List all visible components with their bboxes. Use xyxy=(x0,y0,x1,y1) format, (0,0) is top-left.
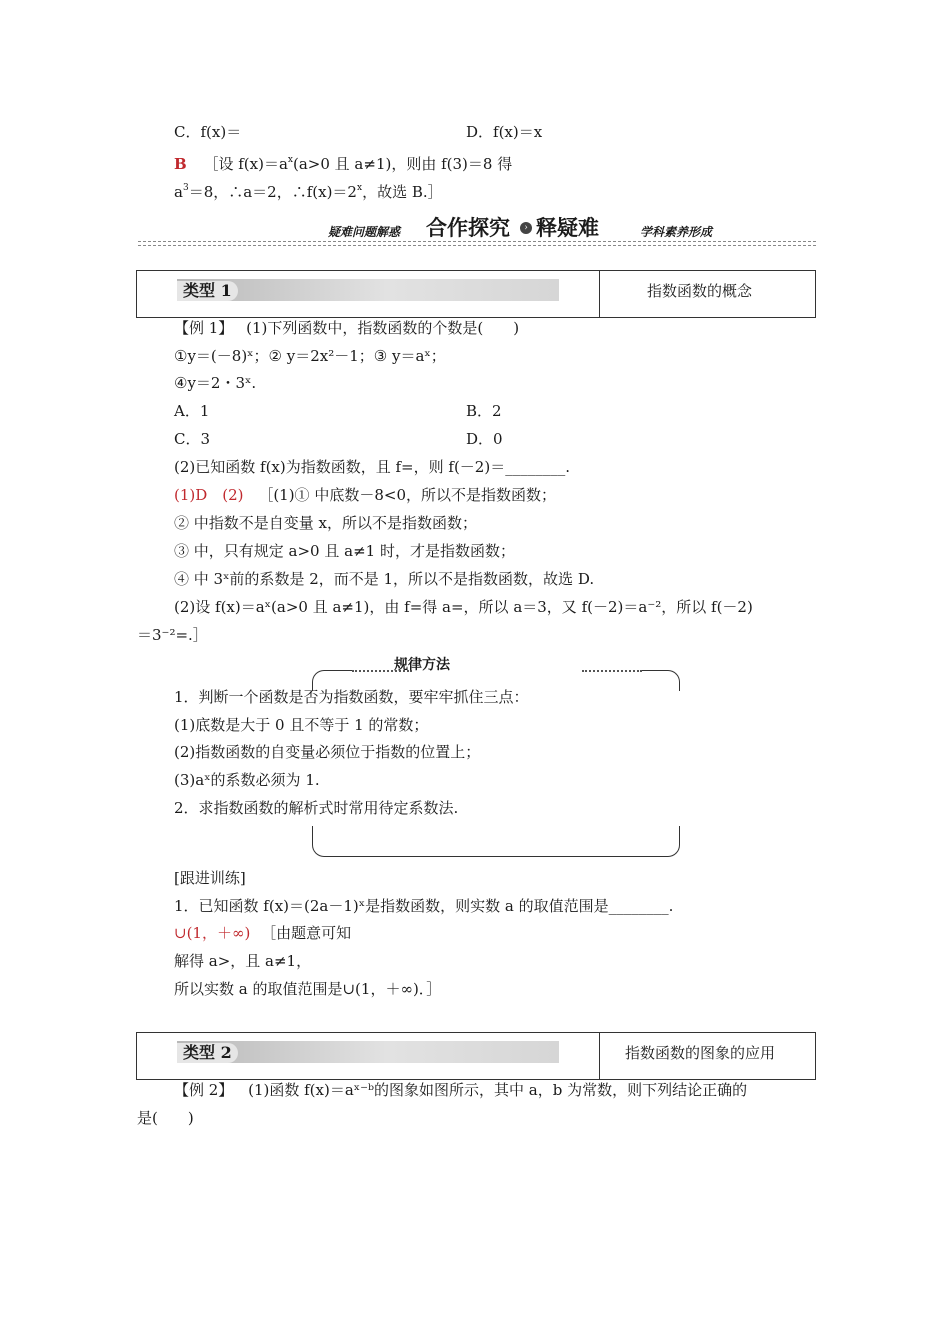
example-1-items-1: ①y＝(－8)ˣ；② y＝2x²－1；③ y＝aˣ； xyxy=(174,347,446,365)
method-box-bottom xyxy=(312,826,680,857)
example-2-question-2: 是( ) xyxy=(137,1109,194,1127)
example-2-tag: 【例 2】 xyxy=(174,1081,234,1099)
example-1-answer-5: (2)设 f(x)＝aˣ(a>0 且 a≠1)，由 f=得 a=，所以 a＝3，又 f(－2)＝a⁻²，所以 f(－2) xyxy=(174,598,753,616)
type-2-title: 指数函数的图象的应用 xyxy=(625,1044,776,1062)
example-1-answer-red: (1)D (2) xyxy=(174,486,244,504)
method-line-5: 2．求指数函数的解析式时常用待定系数法. xyxy=(174,799,459,817)
type-1-box xyxy=(136,270,816,318)
banner-main-text-1: 合作探究 xyxy=(426,216,510,240)
method-line-3: (2)指数函数的自变量必须位于指数的位置上； xyxy=(174,743,481,761)
option-c: C．f(x)＝ xyxy=(174,123,242,141)
method-box-top xyxy=(312,664,678,678)
banner-right-text: 学科素养形成 xyxy=(640,225,713,239)
banner-left-text: 疑难问题解惑 xyxy=(328,225,401,239)
example-1-option-a: A．1 xyxy=(174,402,210,420)
banner-main-text-2: 释疑难 xyxy=(536,216,599,240)
answer-letter: B xyxy=(174,155,187,173)
method-line-4: (3)aˣ的系数必须为 1. xyxy=(174,771,320,789)
type-1-divider xyxy=(599,271,600,317)
method-line-2: (1)底数是大于 0 且不等于 1 的常数； xyxy=(174,716,429,734)
example-1-option-b: B．2 xyxy=(466,402,502,420)
chevron-right-icon: › xyxy=(520,222,532,234)
example-1-question-2: (2)已知函数 f(x)为指数函数，且 f=，则 f(－2)＝________. xyxy=(174,458,570,476)
example-1-answer-1: (1)D (2) ［(1)① 中底数－8<0，所以不是指数函数； xyxy=(174,486,556,504)
example-1-answer-2: ② 中指数不是自变量 x，所以不是指数函数； xyxy=(174,514,477,532)
example-1-option-c: C．3 xyxy=(174,430,211,448)
example-1-items-2: ④y＝2・3ˣ. xyxy=(174,374,257,392)
practice-answer-red: ∪(1，＋∞) xyxy=(174,924,251,942)
practice-answer-1: ∪(1，＋∞) ［由题意可知 xyxy=(174,924,352,942)
type-1-title: 指数函数的概念 xyxy=(647,282,753,300)
answer-line-1: B ［设 $f(x)=a^x(a>0$ 且 a≠1)，则由 f(3)＝8 得 xyxy=(174,155,513,173)
method-line-1: 1．判断一个函数是否为指数函数，要牢牢抓住三点： xyxy=(174,688,529,706)
option-d: D．f(x)＝x xyxy=(466,123,543,141)
banner-divider-top xyxy=(138,241,816,242)
section-banner xyxy=(138,216,816,240)
type-2-box xyxy=(136,1032,816,1080)
example-1-option-d: D．0 xyxy=(466,430,503,448)
type-1-tab xyxy=(177,279,559,301)
practice-heading: [跟进训练] xyxy=(174,869,246,887)
example-2-question: 【例 2】 (1)函数 f(x)＝aˣ⁻ᵇ的图象如图所示，其中 a，b 为常数，则下列结论正确的 xyxy=(174,1081,748,1099)
answer-line-2: $a^3=8$，∴a＝2，$\therefore f(x)=2^x$，故选 B.］ xyxy=(174,183,443,201)
type-2-label: 类型 2 xyxy=(177,1043,238,1063)
practice-answer-3: 所以实数 a 的取值范围是∪(1，＋∞)．］ xyxy=(174,980,442,998)
example-1-answer-6: ＝3⁻²=.］ xyxy=(137,626,208,644)
practice-question: 1．已知函数 f(x)＝(2a－1)ˣ是指数函数，则实数 a 的取值范围是________. xyxy=(174,897,674,915)
banner-divider-bottom xyxy=(138,245,816,246)
practice-answer-2: 解得 a>，且 a≠1， xyxy=(174,952,312,970)
example-1-answer-3: ③ 中，只有规定 a>0 且 a≠1 时，才是指数函数； xyxy=(174,542,515,560)
example-1-question: 【例 1】 (1)下列函数中，指数函数的个数是( ) xyxy=(174,319,520,337)
type-1-label: 类型 1 xyxy=(177,281,238,301)
example-1-answer-4: ④ 中 3ˣ前的系数是 2，而不是 1，所以不是指数函数，故选 D. xyxy=(174,570,595,588)
type-2-tab xyxy=(177,1041,559,1063)
example-1-tag: 【例 1】 xyxy=(174,319,234,337)
type-2-divider xyxy=(599,1033,600,1079)
method-heading: 规律方法 xyxy=(394,657,450,673)
